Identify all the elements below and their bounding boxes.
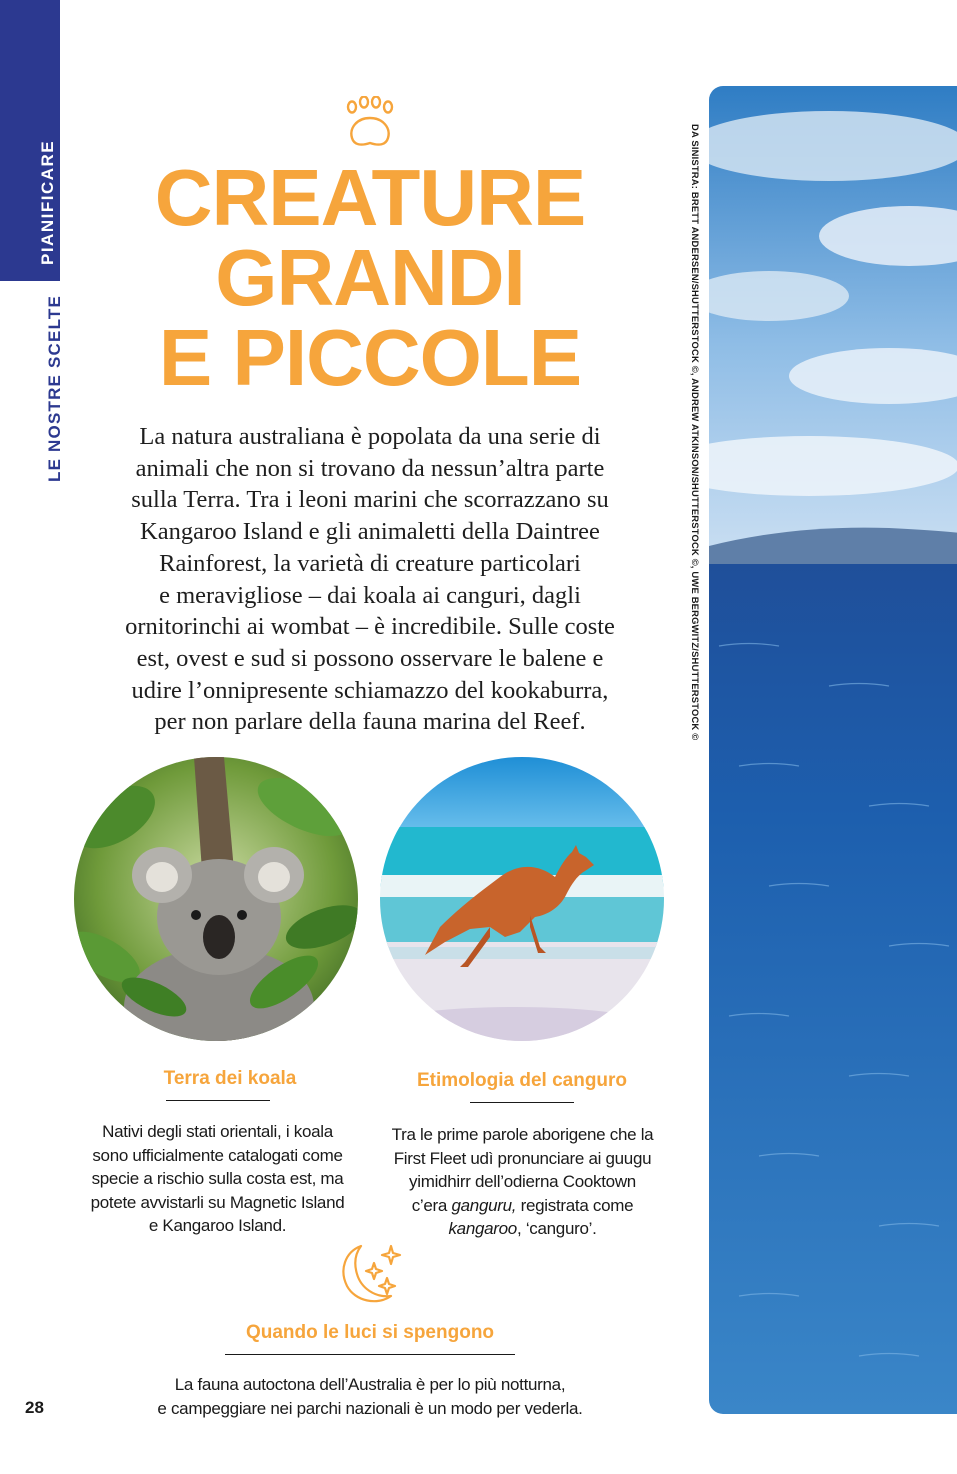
feature-rule (470, 1102, 574, 1103)
feature-heading-koala: Terra dei koala (163, 1068, 297, 1089)
feature-rule (166, 1100, 270, 1101)
intro-line: Kangaroo Island e gli animaletti della Daintree (140, 518, 600, 546)
night-line: La fauna autoctona dell’Australia è per lo più notturna, (174, 1375, 566, 1394)
sidebar-section-label: LE NOSTRE SCELTE (45, 294, 64, 482)
feature-text-span: registrata come (516, 1195, 634, 1215)
night-heading: Quando le luci si spengono (245, 1322, 495, 1343)
moon-stars-icon (335, 1240, 405, 1310)
intro-line: La natura australiana è popolata da una serie di (139, 423, 601, 450)
sea-photo (709, 86, 957, 1414)
intro-line: est, ovest e sud si possono osservare le balene e (136, 644, 604, 672)
feature-line: Nativi degli stati orientali, i koala (102, 1122, 333, 1141)
night-rule (225, 1354, 515, 1355)
page-title (85, 153, 655, 402)
intro-line: e meravigliose – dai koala ai canguri, dagli (159, 581, 581, 609)
title-line-2: GRANDI (215, 233, 525, 322)
night-text (110, 1373, 630, 1420)
feature-line: e Kangaroo Island. (148, 1216, 287, 1235)
feature-line (375, 1194, 670, 1218)
intro-line: Rainforest, la varietà di creature particolari (159, 549, 581, 577)
intro-line: per non parlare della fauna marina del Reef. (154, 708, 586, 736)
feature-text-italic: ganguru, (451, 1195, 517, 1215)
feature-text-italic: kangaroo (448, 1219, 517, 1238)
feature-line: potete avvistarli su Magnetic Island (90, 1192, 345, 1212)
feature-line: yimidhirr dell’odierna Cooktown (409, 1172, 636, 1191)
paw-icon (343, 96, 397, 150)
sidebar-tab-label: PIANIFICARE (38, 139, 57, 265)
kangaroo-photo (380, 757, 664, 1041)
photo-credit: DA SINISTRA: BRETT ANDERSEN/SHUTTERSTOCK ©, ANDREW ATKINSON/SHUTTERSTOCK ©, UWE BERGWITZ/SHUTTERSTOCK © (690, 124, 701, 741)
feature-line: Tra le prime parole aborigene che la (391, 1125, 654, 1144)
intro-line: sulla Terra. Tra i leoni marini che scorrazzano su (131, 486, 609, 514)
intro-line: animali che non si trovano da nessun’altra parte (135, 454, 605, 482)
feature-text-span: , ‘canguro’. (516, 1219, 597, 1238)
feature-heading-kangaroo: Etimologia del canguro (416, 1070, 628, 1091)
feature-text-span: c’era (411, 1195, 452, 1215)
page-number: 28 (25, 1398, 44, 1417)
night-line: e campeggiare nei parchi nazionali è un modo per vederla. (157, 1398, 583, 1418)
title-line-1: CREATURE (154, 153, 586, 242)
feature-line: First Fleet udì pronunciare ai guugu (393, 1148, 652, 1168)
intro-line: udire l’onnipresente schiamazzo del kookaburra, (131, 676, 609, 704)
intro-paragraph (78, 421, 662, 738)
title-line-3: E PICCOLE (158, 313, 582, 402)
feature-line (375, 1217, 670, 1241)
feature-line: specie a rischio sulla costa est, ma (91, 1169, 344, 1188)
feature-text-koala (70, 1120, 365, 1238)
feature-line: sono ufficialmente catalogati come (92, 1145, 343, 1165)
koala-photo (74, 757, 358, 1041)
feature-text-kangaroo (375, 1123, 670, 1241)
intro-line: ornitorinchi ai wombat – è incredibile. Sulle coste (125, 613, 615, 641)
